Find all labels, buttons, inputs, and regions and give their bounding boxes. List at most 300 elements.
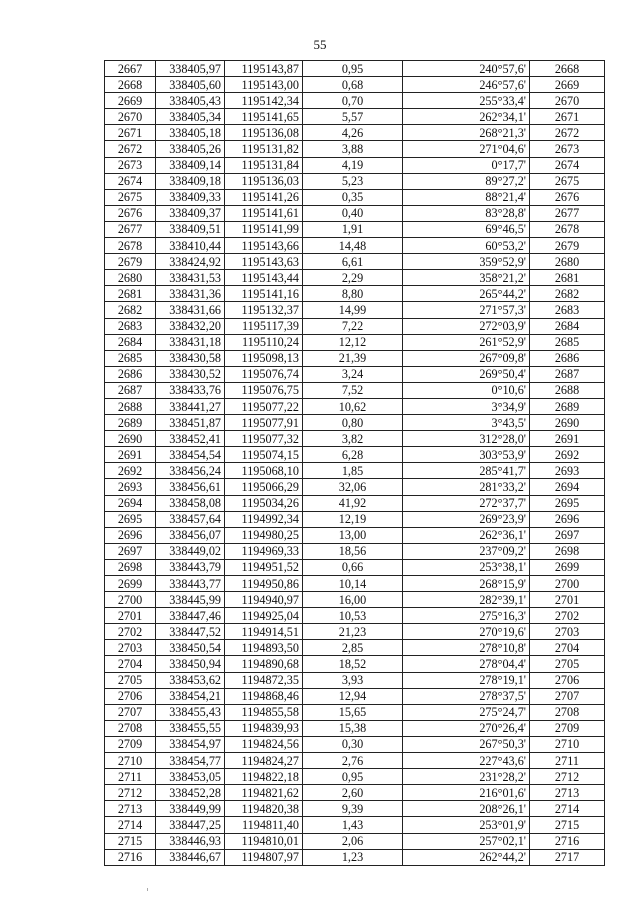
y-coordinate-cell: 1195141,16	[225, 286, 303, 302]
y-coordinate-cell: 1195143,44	[225, 270, 303, 286]
direction-angle-cell: 278°04,4'	[403, 656, 530, 672]
length-cell: 4,26	[303, 125, 403, 141]
from-point-cell: 2701	[105, 608, 156, 624]
direction-angle-cell: 282°39,1'	[403, 592, 530, 608]
x-coordinate-cell: 338453,05	[156, 769, 225, 785]
x-coordinate-cell: 338458,08	[156, 495, 225, 511]
length-cell: 0,40	[303, 205, 403, 221]
y-coordinate-cell: 1194839,93	[225, 720, 303, 736]
direction-angle-cell: 262°34,1'	[403, 109, 530, 125]
from-point-cell: 2706	[105, 688, 156, 704]
direction-angle-cell: 358°21,2'	[403, 270, 530, 286]
length-cell: 3,93	[303, 672, 403, 688]
direction-angle-cell: 267°50,3'	[403, 736, 530, 752]
length-cell: 1,91	[303, 221, 403, 237]
x-coordinate-cell: 338454,54	[156, 447, 225, 463]
y-coordinate-cell: 1195077,22	[225, 398, 303, 414]
y-coordinate-cell: 1195077,91	[225, 415, 303, 431]
y-coordinate-cell: 1194980,25	[225, 527, 303, 543]
table-row	[105, 801, 605, 817]
to-point-cell: 2687	[530, 366, 605, 382]
from-point-cell: 2688	[105, 398, 156, 414]
table-row	[105, 447, 605, 463]
to-point-cell: 2693	[530, 463, 605, 479]
direction-angle-cell: 265°44,2'	[403, 286, 530, 302]
to-point-cell: 2694	[530, 479, 605, 495]
x-coordinate-cell: 338455,55	[156, 720, 225, 736]
table-row	[105, 270, 605, 286]
x-coordinate-cell: 338431,66	[156, 302, 225, 318]
length-cell: 2,60	[303, 785, 403, 801]
from-point-cell: 2707	[105, 704, 156, 720]
y-coordinate-cell: 1195076,74	[225, 366, 303, 382]
x-coordinate-cell: 338409,33	[156, 189, 225, 205]
from-point-cell: 2680	[105, 270, 156, 286]
direction-angle-cell: 253°38,1'	[403, 559, 530, 575]
length-cell: 0,70	[303, 93, 403, 109]
from-point-cell: 2713	[105, 801, 156, 817]
to-point-cell: 2685	[530, 334, 605, 350]
to-point-cell: 2716	[530, 833, 605, 849]
from-point-cell: 2685	[105, 350, 156, 366]
direction-angle-cell: 269°23,9'	[403, 511, 530, 527]
length-cell: 0,66	[303, 559, 403, 575]
direction-angle-cell: 303°53,9'	[403, 447, 530, 463]
from-point-cell: 2673	[105, 157, 156, 173]
length-cell: 7,52	[303, 382, 403, 398]
from-point-cell: 2678	[105, 238, 156, 254]
from-point-cell: 2699	[105, 576, 156, 592]
length-cell: 0,95	[303, 61, 403, 77]
direction-angle-cell: 262°44,2'	[403, 849, 530, 865]
to-point-cell: 2674	[530, 157, 605, 173]
to-point-cell: 2673	[530, 141, 605, 157]
length-cell: 21,23	[303, 624, 403, 640]
y-coordinate-cell: 1195141,65	[225, 109, 303, 125]
x-coordinate-cell: 338409,14	[156, 157, 225, 173]
direction-angle-cell: 216°01,6'	[403, 785, 530, 801]
from-point-cell: 2708	[105, 720, 156, 736]
direction-angle-cell: 267°09,8'	[403, 350, 530, 366]
to-point-cell: 2713	[530, 785, 605, 801]
table-row	[105, 286, 605, 302]
table-row	[105, 61, 605, 77]
y-coordinate-cell: 1194810,01	[225, 833, 303, 849]
direction-angle-cell: 285°41,7'	[403, 463, 530, 479]
table-row	[105, 640, 605, 656]
from-point-cell: 2712	[105, 785, 156, 801]
length-cell: 15,65	[303, 704, 403, 720]
to-point-cell: 2671	[530, 109, 605, 125]
length-cell: 3,88	[303, 141, 403, 157]
direction-angle-cell: 270°26,4'	[403, 720, 530, 736]
to-point-cell: 2682	[530, 286, 605, 302]
to-point-cell: 2681	[530, 270, 605, 286]
to-point-cell: 2670	[530, 93, 605, 109]
from-point-cell: 2698	[105, 559, 156, 575]
y-coordinate-cell: 1195143,00	[225, 77, 303, 93]
length-cell: 1,43	[303, 817, 403, 833]
length-cell: 41,92	[303, 495, 403, 511]
table-row	[105, 463, 605, 479]
y-coordinate-cell: 1195117,39	[225, 318, 303, 334]
table-row	[105, 318, 605, 334]
table-row	[105, 511, 605, 527]
x-coordinate-cell: 338453,62	[156, 672, 225, 688]
table-row	[105, 415, 605, 431]
y-coordinate-cell: 1195136,03	[225, 173, 303, 189]
y-coordinate-cell: 1195068,10	[225, 463, 303, 479]
to-point-cell: 2702	[530, 608, 605, 624]
from-point-cell: 2691	[105, 447, 156, 463]
x-coordinate-cell: 338456,07	[156, 527, 225, 543]
page-number: 55	[313, 37, 327, 52]
to-point-cell: 2717	[530, 849, 605, 865]
length-cell: 5,57	[303, 109, 403, 125]
to-point-cell: 2708	[530, 704, 605, 720]
y-coordinate-cell: 1195141,26	[225, 189, 303, 205]
y-coordinate-cell: 1194893,50	[225, 640, 303, 656]
to-point-cell: 2675	[530, 173, 605, 189]
direction-angle-cell: 275°24,7'	[403, 704, 530, 720]
to-point-cell: 2707	[530, 688, 605, 704]
x-coordinate-cell: 338409,18	[156, 173, 225, 189]
direction-angle-cell: 83°28,8'	[403, 205, 530, 221]
to-point-cell: 2709	[530, 720, 605, 736]
x-coordinate-cell: 338424,92	[156, 254, 225, 270]
y-coordinate-cell: 1194969,33	[225, 543, 303, 559]
length-cell: 18,52	[303, 656, 403, 672]
x-coordinate-cell: 338455,43	[156, 704, 225, 720]
direction-angle-cell: 278°37,5'	[403, 688, 530, 704]
length-cell: 6,28	[303, 447, 403, 463]
length-cell: 3,82	[303, 431, 403, 447]
table-row	[105, 173, 605, 189]
from-point-cell: 2669	[105, 93, 156, 109]
direction-angle-cell: 69°46,5'	[403, 221, 530, 237]
x-coordinate-cell: 338431,36	[156, 286, 225, 302]
length-cell: 1,23	[303, 849, 403, 865]
from-point-cell: 2690	[105, 431, 156, 447]
from-point-cell: 2686	[105, 366, 156, 382]
x-coordinate-cell: 338443,79	[156, 559, 225, 575]
from-point-cell: 2667	[105, 61, 156, 77]
to-point-cell: 2688	[530, 382, 605, 398]
direction-angle-cell: 272°03,9'	[403, 318, 530, 334]
table-row	[105, 769, 605, 785]
y-coordinate-cell: 1195142,34	[225, 93, 303, 109]
y-coordinate-cell: 1194890,68	[225, 656, 303, 672]
direction-angle-cell: 253°01,9'	[403, 817, 530, 833]
y-coordinate-cell: 1195143,87	[225, 61, 303, 77]
x-coordinate-cell: 338431,18	[156, 334, 225, 350]
length-cell: 2,85	[303, 640, 403, 656]
y-coordinate-cell: 1195143,63	[225, 254, 303, 270]
direction-angle-cell: 278°10,8'	[403, 640, 530, 656]
table-row	[105, 736, 605, 752]
x-coordinate-cell: 338431,53	[156, 270, 225, 286]
y-coordinate-cell: 1194914,51	[225, 624, 303, 640]
table-row	[105, 382, 605, 398]
y-coordinate-cell: 1194811,40	[225, 817, 303, 833]
from-point-cell: 2675	[105, 189, 156, 205]
length-cell: 10,14	[303, 576, 403, 592]
from-point-cell: 2679	[105, 254, 156, 270]
table-row	[105, 720, 605, 736]
to-point-cell: 2701	[530, 592, 605, 608]
length-cell: 10,62	[303, 398, 403, 414]
to-point-cell: 2704	[530, 640, 605, 656]
table-row	[105, 238, 605, 254]
x-coordinate-cell: 338405,34	[156, 109, 225, 125]
table-row	[105, 431, 605, 447]
length-cell: 16,00	[303, 592, 403, 608]
y-coordinate-cell: 1194992,34	[225, 511, 303, 527]
from-point-cell: 2689	[105, 415, 156, 431]
direction-angle-cell: 89°27,2'	[403, 173, 530, 189]
direction-angle-cell: 261°52,9'	[403, 334, 530, 350]
to-point-cell: 2692	[530, 447, 605, 463]
direction-angle-cell: 231°28,2'	[403, 769, 530, 785]
x-coordinate-cell: 338405,18	[156, 125, 225, 141]
direction-angle-cell: 246°57,6'	[403, 77, 530, 93]
length-cell: 2,76	[303, 753, 403, 769]
direction-angle-cell: 0°10,6'	[403, 382, 530, 398]
y-coordinate-cell: 1194951,52	[225, 559, 303, 575]
from-point-cell: 2668	[105, 77, 156, 93]
table-row	[105, 93, 605, 109]
x-coordinate-cell: 338445,99	[156, 592, 225, 608]
length-cell: 13,00	[303, 527, 403, 543]
x-coordinate-cell: 338454,77	[156, 753, 225, 769]
to-point-cell: 2668	[530, 61, 605, 77]
to-point-cell: 2677	[530, 205, 605, 221]
direction-angle-cell: 3°34,9'	[403, 398, 530, 414]
x-coordinate-cell: 338451,87	[156, 415, 225, 431]
direction-angle-cell: 227°43,6'	[403, 753, 530, 769]
table-row	[105, 495, 605, 511]
to-point-cell: 2711	[530, 753, 605, 769]
table-row	[105, 833, 605, 849]
direction-angle-cell: 359°52,9'	[403, 254, 530, 270]
table-row	[105, 302, 605, 318]
table-row	[105, 576, 605, 592]
y-coordinate-cell: 1195034,26	[225, 495, 303, 511]
table-row	[105, 624, 605, 640]
table-row	[105, 479, 605, 495]
from-point-cell: 2677	[105, 221, 156, 237]
to-point-cell: 2699	[530, 559, 605, 575]
from-point-cell: 2693	[105, 479, 156, 495]
coordinates-table	[104, 60, 605, 866]
x-coordinate-cell: 338409,51	[156, 221, 225, 237]
to-point-cell: 2669	[530, 77, 605, 93]
length-cell: 21,39	[303, 350, 403, 366]
to-point-cell: 2680	[530, 254, 605, 270]
y-coordinate-cell: 1194824,56	[225, 736, 303, 752]
direction-angle-cell: 257°02,1'	[403, 833, 530, 849]
length-cell: 32,06	[303, 479, 403, 495]
y-coordinate-cell: 1195131,82	[225, 141, 303, 157]
direction-angle-cell: 270°19,6'	[403, 624, 530, 640]
to-point-cell: 2684	[530, 318, 605, 334]
coordinates-table-body	[105, 61, 605, 866]
table-row	[105, 366, 605, 382]
table-row	[105, 157, 605, 173]
y-coordinate-cell: 1194925,04	[225, 608, 303, 624]
length-cell: 12,19	[303, 511, 403, 527]
length-cell: 0,68	[303, 77, 403, 93]
to-point-cell: 2678	[530, 221, 605, 237]
table-row	[105, 817, 605, 833]
y-coordinate-cell: 1194868,46	[225, 688, 303, 704]
direction-angle-cell: 268°21,3'	[403, 125, 530, 141]
length-cell: 0,80	[303, 415, 403, 431]
direction-angle-cell: 88°21,4'	[403, 189, 530, 205]
y-coordinate-cell: 1195132,37	[225, 302, 303, 318]
from-point-cell: 2670	[105, 109, 156, 125]
to-point-cell: 2695	[530, 495, 605, 511]
length-cell: 6,61	[303, 254, 403, 270]
to-point-cell: 2676	[530, 189, 605, 205]
from-point-cell: 2714	[105, 817, 156, 833]
x-coordinate-cell: 338430,58	[156, 350, 225, 366]
y-coordinate-cell: 1195131,84	[225, 157, 303, 173]
to-point-cell: 2715	[530, 817, 605, 833]
table-row	[105, 592, 605, 608]
length-cell: 15,38	[303, 720, 403, 736]
length-cell: 2,06	[303, 833, 403, 849]
from-point-cell: 2681	[105, 286, 156, 302]
y-coordinate-cell: 1195141,99	[225, 221, 303, 237]
to-point-cell: 2700	[530, 576, 605, 592]
x-coordinate-cell: 338456,61	[156, 479, 225, 495]
table-row	[105, 753, 605, 769]
direction-angle-cell: 271°57,3'	[403, 302, 530, 318]
length-cell: 5,23	[303, 173, 403, 189]
from-point-cell: 2696	[105, 527, 156, 543]
from-point-cell: 2703	[105, 640, 156, 656]
direction-angle-cell: 262°36,1'	[403, 527, 530, 543]
length-cell: 0,30	[303, 736, 403, 752]
table-row	[105, 334, 605, 350]
from-point-cell: 2705	[105, 672, 156, 688]
direction-angle-cell: 272°37,7'	[403, 495, 530, 511]
to-point-cell: 2697	[530, 527, 605, 543]
from-point-cell: 2687	[105, 382, 156, 398]
to-point-cell: 2691	[530, 431, 605, 447]
table-row	[105, 221, 605, 237]
x-coordinate-cell: 338432,20	[156, 318, 225, 334]
table-row	[105, 77, 605, 93]
x-coordinate-cell: 338450,94	[156, 656, 225, 672]
table-row	[105, 350, 605, 366]
from-point-cell: 2672	[105, 141, 156, 157]
to-point-cell: 2714	[530, 801, 605, 817]
y-coordinate-cell: 1195110,24	[225, 334, 303, 350]
from-point-cell: 2709	[105, 736, 156, 752]
from-point-cell: 2682	[105, 302, 156, 318]
table-row	[105, 141, 605, 157]
y-coordinate-cell: 1194821,62	[225, 785, 303, 801]
length-cell: 9,39	[303, 801, 403, 817]
table-row	[105, 398, 605, 414]
length-cell: 12,94	[303, 688, 403, 704]
x-coordinate-cell: 338409,37	[156, 205, 225, 221]
to-point-cell: 2689	[530, 398, 605, 414]
table-row	[105, 849, 605, 865]
x-coordinate-cell: 338446,67	[156, 849, 225, 865]
direction-angle-cell: 278°19,1'	[403, 672, 530, 688]
table-row	[105, 109, 605, 125]
table-row	[105, 205, 605, 221]
from-point-cell: 2711	[105, 769, 156, 785]
x-coordinate-cell: 338430,52	[156, 366, 225, 382]
y-coordinate-cell: 1194822,18	[225, 769, 303, 785]
table-row	[105, 608, 605, 624]
direction-angle-cell: 269°50,4'	[403, 366, 530, 382]
length-cell: 12,12	[303, 334, 403, 350]
to-point-cell: 2672	[530, 125, 605, 141]
x-coordinate-cell: 338450,54	[156, 640, 225, 656]
from-point-cell: 2695	[105, 511, 156, 527]
y-coordinate-cell: 1194872,35	[225, 672, 303, 688]
table-row	[105, 704, 605, 720]
from-point-cell: 2702	[105, 624, 156, 640]
y-coordinate-cell: 1195098,13	[225, 350, 303, 366]
x-coordinate-cell: 338449,99	[156, 801, 225, 817]
length-cell: 4,19	[303, 157, 403, 173]
direction-angle-cell: 240°57,6'	[403, 61, 530, 77]
from-point-cell: 2674	[105, 173, 156, 189]
y-coordinate-cell: 1195143,66	[225, 238, 303, 254]
x-coordinate-cell: 338447,25	[156, 817, 225, 833]
table-row	[105, 656, 605, 672]
length-cell: 7,22	[303, 318, 403, 334]
length-cell: 3,24	[303, 366, 403, 382]
direction-angle-cell: 271°04,6'	[403, 141, 530, 157]
x-coordinate-cell: 338405,43	[156, 93, 225, 109]
to-point-cell: 2698	[530, 543, 605, 559]
length-cell: 2,29	[303, 270, 403, 286]
x-coordinate-cell: 338454,97	[156, 736, 225, 752]
from-point-cell: 2697	[105, 543, 156, 559]
x-coordinate-cell: 338452,28	[156, 785, 225, 801]
x-coordinate-cell: 338441,27	[156, 398, 225, 414]
from-point-cell: 2694	[105, 495, 156, 511]
y-coordinate-cell: 1195066,29	[225, 479, 303, 495]
length-cell: 0,95	[303, 769, 403, 785]
x-coordinate-cell: 338449,02	[156, 543, 225, 559]
table-row	[105, 672, 605, 688]
x-coordinate-cell: 338446,93	[156, 833, 225, 849]
x-coordinate-cell: 338405,97	[156, 61, 225, 77]
to-point-cell: 2686	[530, 350, 605, 366]
from-point-cell: 2683	[105, 318, 156, 334]
scan-speck	[147, 888, 148, 891]
table-row	[105, 559, 605, 575]
from-point-cell: 2671	[105, 125, 156, 141]
to-point-cell: 2683	[530, 302, 605, 318]
direction-angle-cell: 3°43,5'	[403, 415, 530, 431]
direction-angle-cell: 312°28,0'	[403, 431, 530, 447]
table-row	[105, 527, 605, 543]
from-point-cell: 2716	[105, 849, 156, 865]
table-row	[105, 254, 605, 270]
y-coordinate-cell: 1194824,27	[225, 753, 303, 769]
x-coordinate-cell: 338452,41	[156, 431, 225, 447]
y-coordinate-cell: 1195141,61	[225, 205, 303, 221]
